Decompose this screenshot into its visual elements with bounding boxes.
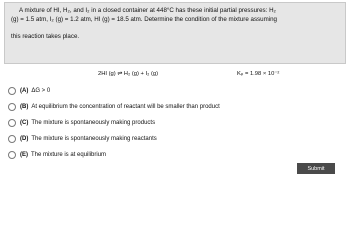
option-e[interactable] (8, 148, 308, 161)
option-a-label (20, 88, 50, 94)
option-b-letter: (B) (20, 103, 29, 110)
option-d-label (20, 136, 157, 142)
option-b[interactable] (8, 100, 308, 113)
option-e-label (20, 152, 106, 158)
option-d[interactable] (8, 132, 308, 145)
option-a-letter: (A) (20, 87, 29, 94)
equilibrium-constant: Kₚ = 1.98 × 10⁻² (237, 71, 280, 77)
question-text-line-1: A mixture of HI, H₂, and I₂ in a closed container at 448°C has these initial partial pressures: H₂ (19, 7, 276, 14)
option-b-label (20, 104, 220, 110)
option-c-label (20, 120, 155, 126)
option-a[interactable] (8, 84, 308, 97)
option-e-letter: (E) (20, 151, 28, 158)
submit-button[interactable]: Submit (297, 163, 335, 174)
option-d-letter: (D) (20, 135, 29, 142)
option-d-text: The mixture is spontaneously making reactants (31, 135, 157, 142)
question-text-line-2: (g) = 1.5 atm, I₂ (g) = 1.2 atm, HI (g) = 18.5 atm. Determine the condition of the mixture assuming (11, 16, 278, 23)
radio-button-a[interactable] (8, 87, 16, 95)
reaction-equation: 2HI (g) ⇌ H₂ (g) + I₂ (g) (98, 71, 159, 77)
option-c-text: The mixture is spontaneously making products (31, 119, 156, 126)
radio-button-e[interactable] (8, 151, 16, 159)
radio-button-c[interactable] (8, 119, 16, 127)
option-a-text: ΔG > 0 (31, 87, 51, 94)
answer-options (8, 84, 308, 164)
radio-button-b[interactable] (8, 103, 16, 111)
question-box (4, 2, 346, 64)
option-e-text: The mixture is at equilibrium (31, 151, 107, 158)
radio-button-d[interactable] (8, 135, 16, 143)
option-b-text: At equilibrium the concentration of reactant will be smaller than product (31, 103, 220, 110)
option-c[interactable] (8, 116, 308, 129)
question-text-line-3: this reaction takes place. (11, 33, 80, 40)
option-c-letter: (C) (20, 119, 29, 126)
